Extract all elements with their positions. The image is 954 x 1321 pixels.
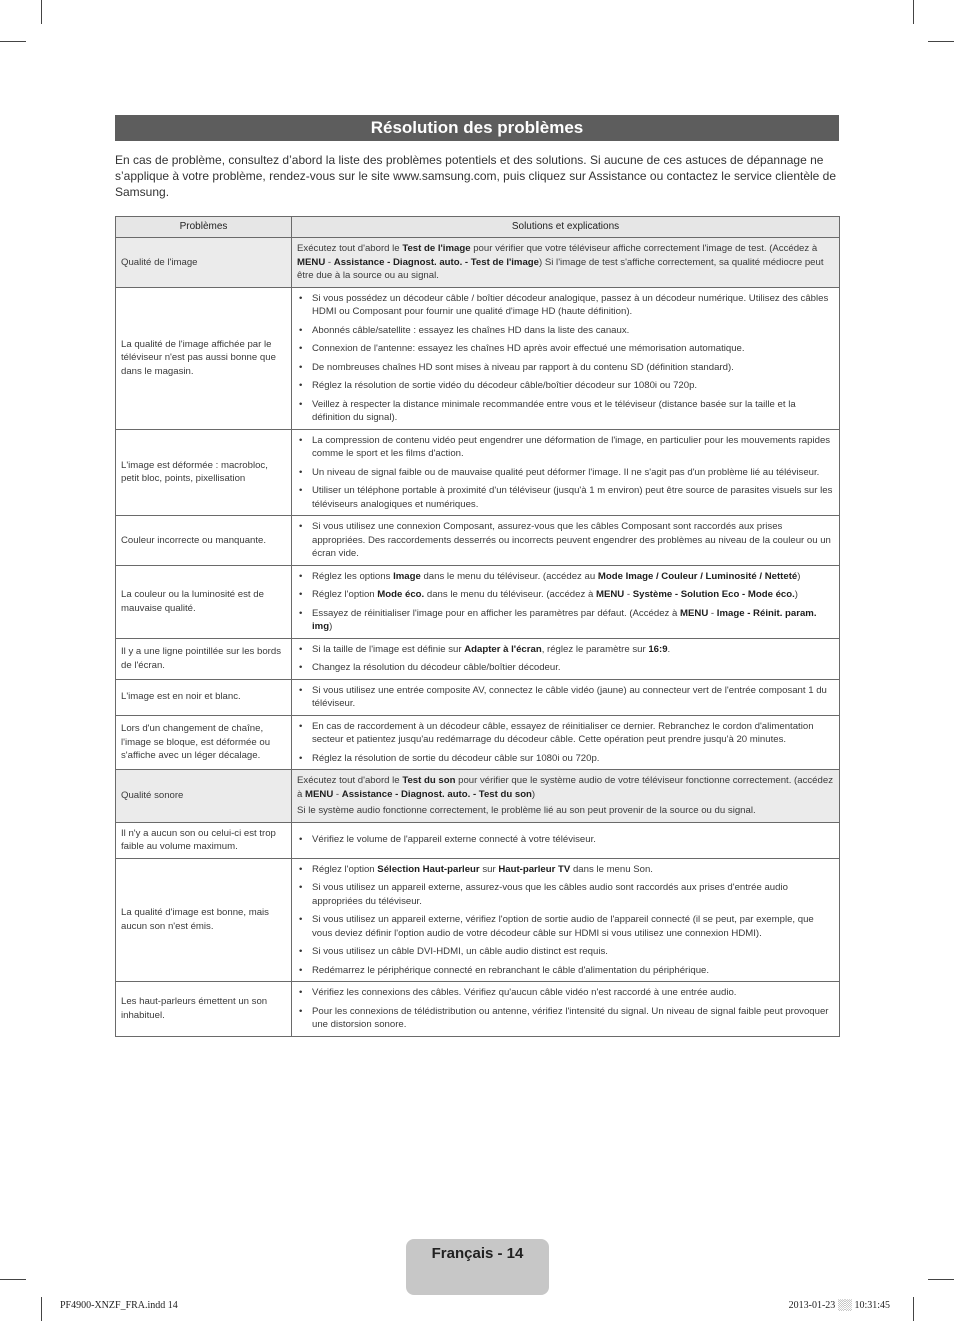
bold-term: Mode éco. [377, 589, 425, 600]
table-row [116, 858, 840, 982]
list-item [297, 434, 834, 461]
text-run: ) Si l'image de test s'affiche correctement, sa qualité médiocre peut être due à la source ou au signal. [297, 256, 824, 281]
text-run: - [333, 788, 342, 800]
text-run: De nombreuses chaînes HD sont mises à niveau par rapport à du contenu SD (définition standard). [312, 361, 734, 373]
problem-cell: La couleur ou la luminosité est de mauvaise qualité. [116, 565, 292, 638]
list-item [297, 913, 834, 940]
text-run: Veillez à respecter la distance minimale recommandée entre vous et le téléviseur (distance basée sur la taille et la définition du signal). [312, 398, 796, 423]
text-run: Abonnés câble/satellite : essayez les chaînes HD dans la liste des canaux. [312, 324, 630, 336]
text-run: - [624, 589, 633, 600]
list-item [297, 720, 834, 747]
table-row [116, 638, 840, 679]
list-item [297, 863, 834, 877]
text-run: Réglez les options [312, 570, 394, 582]
bold-term: Test du son [402, 775, 456, 786]
crop-mark [41, 0, 42, 24]
list-item [297, 607, 834, 634]
problem-cell: Lors d'un changement de chaîne, l'image se bloque, est déformée ou s'affiche avec un léger décalage. [116, 715, 292, 770]
problem-cell: La qualité de l'image affichée par le téléviseur n'est pas aussi bonne que dans le magasin. [116, 287, 292, 429]
bold-term: Système - Solution Eco - Mode éco. [632, 589, 795, 600]
text-run: Un niveau de signal faible ou de mauvaise qualité peut déformer l'image. Il ne s'agit pas d'un problème lié au téléviseur. [312, 466, 820, 478]
file-name: PF4900-XNZF_FRA.indd 14 [60, 1300, 178, 1311]
solution-cell [292, 982, 840, 1037]
solution-list [297, 434, 834, 512]
list-item [297, 588, 834, 602]
solution-paragraph [297, 242, 834, 283]
text-run: - [325, 256, 334, 268]
bold-term: Adapter à l'écran [464, 643, 542, 655]
crop-mark [913, 1297, 914, 1321]
text-run: Changez la résolution du décodeur câble/boîtier décodeur. [312, 662, 561, 673]
bold-term: MENU [595, 589, 625, 600]
text-run: Si la taille de l'image est définie sur [312, 643, 465, 655]
text-run: Si vous utilisez un appareil externe, vérifiez l'option de sortie audio de l'appareil connecté (il se peut, par exemple, que vous deviez définir l'option audio de votre décodeur câble sur HDMI si vous utilisez une connexion HDMI). [312, 914, 814, 939]
text-run: Réglez la résolution de sortie vidéo du décodeur câble/boîtier décodeur sur 1080i ou 720p. [312, 380, 698, 391]
text-run: En cas de raccordement à un décodeur câble, essayez de réinitialiser ce dernier. Rebranchez le cordon d'alimentation secteur et patientez jusqu'au redémarrage du décodeur câble. Cette opération peut prendre jusqu'à 20 minutes. [312, 720, 814, 745]
solution-cell [292, 238, 840, 288]
text-run: Si vous utilisez une connexion Composant, assurez-vous que les câbles Composant sont raccordés aux prises appropriées. Des raccordements desserrés ou incorrects peuvent engendrer des problèmes au niveau de la couleur ou un écran vide. [312, 521, 831, 559]
solution-cell [292, 715, 840, 770]
text-run: , réglez le paramètre sur [541, 643, 649, 655]
solution-list [297, 292, 834, 425]
problem-cell: Qualité sonore [116, 770, 292, 823]
crop-mark [913, 0, 914, 24]
bold-term: Assistance - Diagnost. auto. - Test de l'image [333, 256, 539, 268]
solution-list [297, 863, 834, 978]
text-run: Exécutez tout d'abord le [297, 243, 403, 254]
solution-cell [292, 638, 840, 679]
print-date: 2013-01-23 ░░ 10:31:45 [788, 1300, 890, 1311]
page-number: Français - 14 [431, 1245, 524, 1262]
text-run: dans le menu du téléviseur. (accédez à [424, 589, 596, 600]
bold-term: Image - Réinit. param. img [312, 607, 817, 632]
table-row [116, 822, 840, 858]
solution-list [297, 986, 834, 1032]
text-run: pour vérifier que votre téléviseur affiche correctement l'image de test. (Accédez à [470, 243, 818, 254]
table-row [116, 770, 840, 823]
list-item [297, 752, 834, 766]
text-run: Réglez l'option [312, 589, 378, 600]
solution-paragraph [297, 774, 834, 801]
solution-cell [292, 858, 840, 982]
list-item [297, 379, 834, 393]
solution-cell [292, 516, 840, 566]
solution-cell [292, 565, 840, 638]
problem-cell: Qualité de l'image [116, 238, 292, 288]
text-run: Vérifiez le volume de l'appareil externe connecté à votre téléviseur. [312, 834, 596, 846]
table-body [116, 238, 840, 1037]
crop-mark [928, 1279, 954, 1280]
text-run: Réglez la résolution de sortie du décodeur câble sur 1080i ou 720p. [312, 752, 600, 764]
table-row [116, 429, 840, 516]
crop-mark [928, 41, 954, 42]
text-run: dans le menu du téléviseur. (accédez au [420, 570, 598, 582]
list-item [297, 342, 834, 356]
solution-list [297, 643, 834, 675]
text-run: Si vous utilisez un câble DVI-HDMI, un câble audio distinct est requis. [312, 946, 608, 957]
list-item [297, 1005, 834, 1032]
bold-term: Assistance - Diagnost. auto. - Test du son [341, 788, 532, 800]
table-row [116, 982, 840, 1037]
table-row [116, 679, 840, 715]
header-problems: Problèmes [116, 217, 292, 238]
bold-term: Sélection Haut-parleur [377, 863, 480, 875]
page-number-tab [406, 1239, 549, 1295]
list-item [297, 833, 834, 847]
text-run: Exécutez tout d'abord le [297, 775, 403, 786]
text-run: sur [479, 863, 499, 875]
solution-paragraph [297, 804, 834, 818]
text-run: Connexion de l'antenne: essayez les chaînes HD après avoir effectué une mémorisation automatique. [312, 343, 745, 354]
text-run: Vérifiez les connexions des câbles. Vérifiez qu'aucun câble vidéo n'est raccordé à une entrée audio. [312, 987, 737, 998]
text-run: dans le menu Son. [570, 863, 653, 875]
bold-term: Mode Image / Couleur / Luminosité / Netteté [597, 570, 798, 582]
list-item [297, 361, 834, 375]
text-run: Si le système audio fonctionne correctement, le problème lié au son peut provenir de la source ou du signal. [297, 805, 756, 816]
solution-cell [292, 429, 840, 516]
problem-cell: La qualité d'image est bonne, mais aucun son n'est émis. [116, 858, 292, 982]
list-item [297, 398, 834, 425]
crop-mark [0, 1279, 26, 1280]
text-run: ) [329, 621, 333, 632]
solution-list [297, 684, 834, 711]
list-item [297, 881, 834, 908]
crop-mark [0, 41, 26, 42]
text-run: Essayez de réinitialiser l'image pour en afficher les paramètres par défaut. (Accédez à [312, 607, 681, 619]
solution-cell [292, 679, 840, 715]
solution-list [297, 720, 834, 766]
problem-cell: Il n'y a aucun son ou celui-ci est trop faible au volume maximum. [116, 822, 292, 858]
intro-paragraph: En cas de problème, consultez d’abord la liste des problèmes potentiels et des solutions. Si aucune de ces astuces de dépannage ne s’applique à votre problème, rendez-vous sur le site www.samsung.com, puis cliquez sur Assistance ou contactez le service clientèle de Samsung. [115, 153, 837, 199]
table-header-row [116, 217, 840, 238]
problem-cell: Les haut-parleurs émettent un son inhabituel. [116, 982, 292, 1037]
solution-cell [292, 287, 840, 429]
solution-list [297, 570, 834, 634]
solution-cell [292, 822, 840, 858]
bold-term: MENU [305, 788, 334, 800]
bold-term: 16:9 [648, 643, 668, 655]
text-run: Redémarrez le périphérique connecté en rebranchant le câble d'alimentation du périphérique. [312, 964, 710, 976]
text-run: La compression de contenu vidéo peut engendrer une déformation de l'image, en particulier pour les mouvements rapides comme le sport et les films d'action. [312, 434, 831, 459]
text-run: . [667, 643, 671, 655]
table-row [116, 565, 840, 638]
table-row [116, 238, 840, 288]
text-run: ) [797, 570, 801, 582]
text-run: Si vous possédez un décodeur câble / boîtier décodeur analogique, passez à un décodeur numérique. Utilisez des câbles HDMI ou Composant pour fournir une qualité d'image HD (haute définition). [312, 292, 829, 317]
bold-term: Test de l'image [402, 243, 471, 254]
text-run: Réglez l'option [312, 863, 378, 875]
problem-cell: Couleur incorrecte ou manquante. [116, 516, 292, 566]
solution-cell [292, 770, 840, 823]
page-title: Résolution des problèmes [115, 115, 839, 141]
text-run: - [708, 607, 717, 619]
list-item [297, 484, 834, 511]
text-run: Si vous utilisez une entrée composite AV, connectez le câble vidéo (jaune) au connecteur vert de l'entrée composant 1 du téléviseur. [312, 684, 827, 709]
table-row [116, 287, 840, 429]
list-item [297, 945, 834, 959]
list-item [297, 570, 834, 584]
bold-term: MENU [680, 607, 709, 619]
bold-term: MENU [297, 256, 326, 268]
table-row [116, 516, 840, 566]
header-solutions: Solutions et explications [292, 217, 840, 238]
list-item [297, 292, 834, 319]
crop-mark [41, 1297, 42, 1321]
list-item [297, 643, 834, 657]
text-run: Si vous utilisez un appareil externe, assurez-vous que les câbles audio sont raccordés aux prises d'entrée audio appropriées du téléviseur. [312, 882, 788, 907]
list-item [297, 324, 834, 338]
list-item [297, 684, 834, 711]
bold-term: Image [393, 570, 421, 582]
problem-cell: L'image est déformée : macrobloc, petit bloc, points, pixellisation [116, 429, 292, 516]
problem-cell: Il y a une ligne pointillée sur les bords de l'écran. [116, 638, 292, 679]
text-run: ) [531, 788, 536, 800]
list-item [297, 520, 834, 561]
bold-term: Haut-parleur TV [498, 863, 571, 875]
text-run: ) [794, 589, 798, 600]
solution-list [297, 833, 834, 847]
list-item [297, 964, 834, 978]
list-item [297, 661, 834, 675]
table-row [116, 715, 840, 770]
troubleshooting-table [115, 216, 840, 1037]
text-run: Pour les connexions de télédistribution ou antenne, vérifiez l'intensité du signal. Un niveau de signal faible peut provoquer une distorsion sonore. [312, 1005, 829, 1030]
text-run: pour vérifier que le système audio de votre téléviseur fonctionne correctement. (accédez à [297, 775, 833, 800]
list-item [297, 986, 834, 1000]
solution-list [297, 520, 834, 561]
problem-cell: L'image est en noir et blanc. [116, 679, 292, 715]
text-run: Utiliser un téléphone portable à proximité d'un téléviseur (jusqu'à 1 m environ) peut être source de parasites visuels sur les téléviseurs analogiques et numériques. [312, 485, 833, 510]
list-item [297, 466, 834, 480]
